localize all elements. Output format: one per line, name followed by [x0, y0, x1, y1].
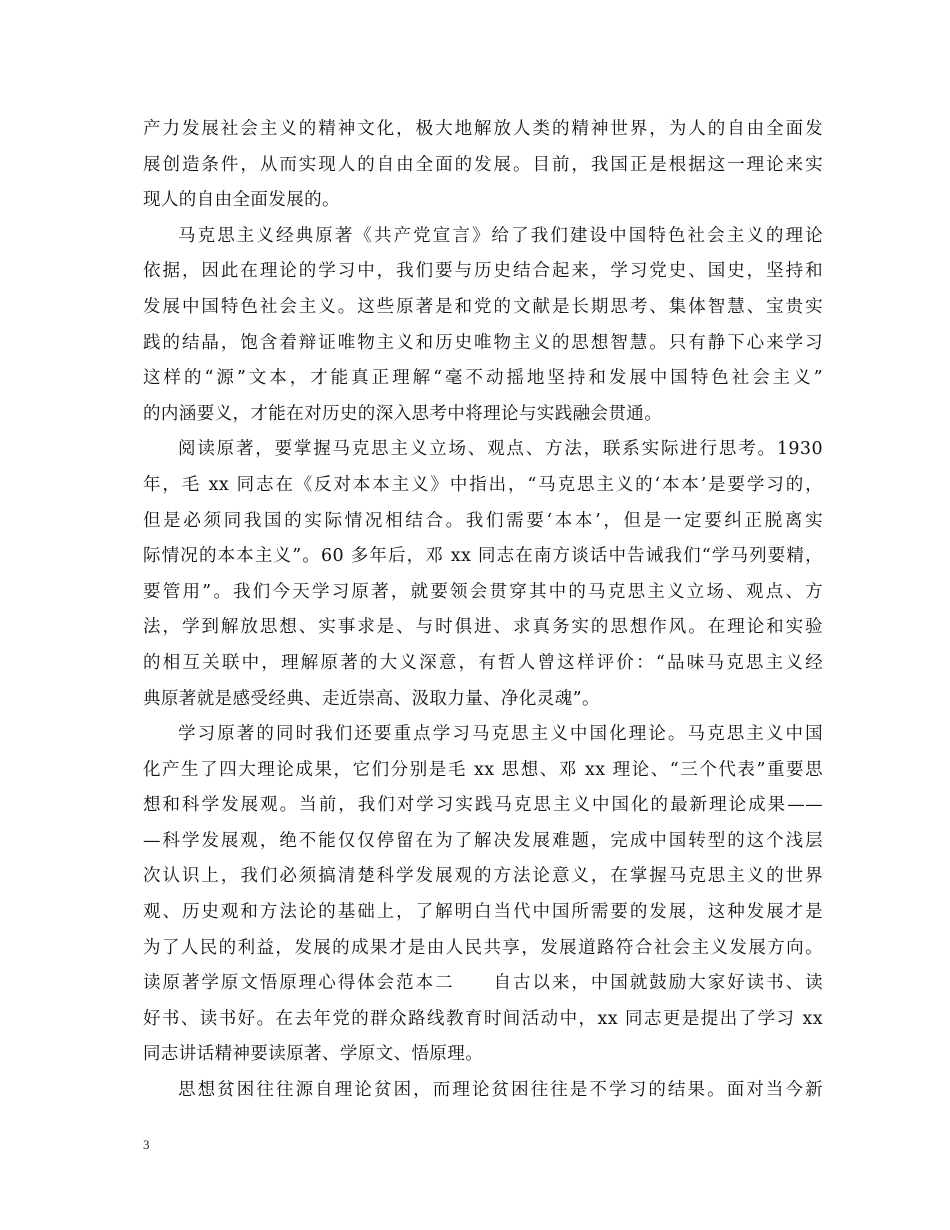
text-line: 典原著就是感受经典、走近崇高、汲取力量、净化灵魂”。 — [143, 688, 600, 709]
text-line: 展创造条件，从而实现人的自由全面的发展。目前，我国正是根据这一理论来实 — [143, 154, 823, 175]
text-line: 践的结晶，饱含着辩证唯物主义和历史唯物主义的思想智慧。只有静下心来学习 — [143, 332, 823, 353]
text-line: 次认识上，我们必须搞清楚科学发展观的方法论意义，在掌握马克思主义的世界 — [143, 866, 823, 887]
text-line: 际情况的本本主义”。60 多年后，邓 xx 同志在南方谈话中告诫我们“学马列要精， — [143, 546, 823, 567]
text-line: 现人的自由全面发展的。 — [143, 190, 340, 211]
text-line: 化产生了四大理论成果，它们分别是毛 xx 思想、邓 xx 理论、“三个代表”重要思 — [143, 759, 823, 780]
text-line: 发展中国特色社会主义。这些原著是和党的文献是长期思考、集体智慧、宝贵实 — [143, 296, 823, 317]
text-line: 产力发展社会主义的精神文化，极大地解放人类的精神世界，为人的自由全面发 — [143, 119, 823, 139]
text-line: 要管用”。我们今天学习原著，就要领会贯穿其中的马克思主义立场、观点、方 — [143, 581, 823, 602]
text-line: —科学发展观，绝不能仅仅停留在为了解决发展难题，完成中国转型的这个浅层 — [143, 830, 823, 851]
text-line: 想和科学发展观。当前，我们对学习实践马克思主义中国化的最新理论成果—— — [143, 795, 823, 816]
text-line: 马克思主义经典原著《共产党宣言》给了我们建设中国特色社会主义的理论 — [178, 225, 823, 246]
text-line: 的内涵要义，才能在对历史的深入思考中将理论与实践融会贯通。 — [143, 403, 663, 424]
page-number: 3 — [143, 1137, 150, 1152]
text-line: 为了人民的利益，发展的成果才是由人民共享，发展道路符合社会主义发展方向。 — [143, 937, 823, 958]
text-line: 思想贫困往往源自理论贫困，而理论贫困往往是不学习的结果。面对当今新 — [178, 1080, 823, 1101]
body-text — [143, 112, 823, 1109]
text-line: 这样的“源”文本，才能真正理解“毫不动摇地坚持和发展中国特色社会主义” — [143, 368, 823, 389]
text-line: 学习原著的同时我们还要重点学习马克思主义中国化理论。马克思主义中国 — [178, 724, 823, 745]
text-line: 法，学到解放思想、实事求是、与时俱进、求真务实的思想作风。在理论和实验 — [143, 617, 823, 638]
text-line: 但是必须同我国的实际情况相结合。我们需要‘本本’，但是一定要纠正脱离实 — [143, 510, 823, 531]
text-line: 读原著学原文悟原理心得体会范本二 自古以来，中国就鼓励大家好读书、读 — [143, 973, 823, 994]
text-line: 同志讲话精神要读原著、学原文、悟原理。 — [143, 1044, 484, 1065]
text-line: 观、历史观和方法论的基础上，了解明白当代中国所需要的发展，这种发展才是 — [143, 902, 823, 923]
text-line: 依据，因此在理论的学习中，我们要与历史结合起来，学习党史、国史，坚持和 — [143, 261, 823, 282]
text-line: 阅读原著，要掌握马克思主义立场、观点、方法，联系实际进行思考。1930 — [178, 439, 823, 460]
text-line: 好书、读书好。在去年党的群众路线教育时间活动中，xx 同志更是提出了学习 xx — [143, 1008, 823, 1029]
text-line: 年，毛 xx 同志在《反对本本主义》中指出，“马克思主义的‘本本’是要学习的， — [143, 474, 823, 495]
text-line: 的相互关联中，理解原著的大义深意，有哲人曾这样评价：“品味马克思主义经 — [143, 652, 823, 673]
